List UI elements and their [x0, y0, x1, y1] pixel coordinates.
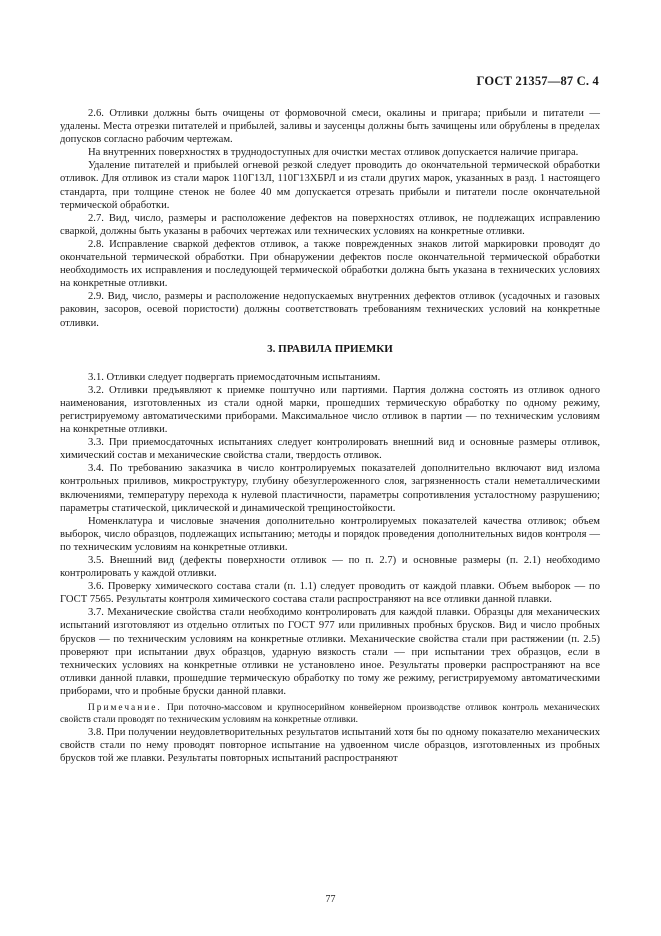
note-paragraph	[60, 702, 600, 726]
paragraph-2-8: 2.8. Исправление сваркой дефектов отливок, а также поврежденных знаков литой маркировки проводят до окончательной термической обработки. При обнаружении дефектов после окончательной термической обработки необходимость их исправления и последующей термической обработки должна быть указана в технических условиях на конкретные отливки.	[60, 238, 600, 290]
paragraph-3-3: 3.3. При приемосдаточных испытаниях следует контролировать внешний вид и основные размеры отливок, химический состав и механические свойства стали, твердость отливок.	[60, 437, 600, 462]
paragraph-2-9: 2.9. Вид, число, размеры и расположение недопускаемых внутренних дефектов отливок (усадочных и газовых раковин, засоров, осевой пористости) должны соответствовать требованиям технических условий на конкретные отливки.	[60, 291, 600, 329]
note-text: При поточно-массовом и крупносерийном конвейерном производстве отливок контроль механических свойств стали проводят по техническим условиям на конкретные отливки.	[60, 703, 600, 726]
note-label: Примечание.	[88, 703, 162, 714]
paragraph-3-7: 3.7. Механические свойства стали необходимо контролировать для каждой плавки. Образцы для механических испытаний изготовляют из отдельно отлитых по ГОСТ 977 или приливных пробных брусков. Вид и число пробных брусков — по техническим условиям на конкретные отливки. Механические свойства стали при растяжении (п. 2.5) проверяют при испытании двух образцов, ударную вязкость стали — при испытании трех образцов, если в технических условиях на конкретные отливки не установлено иное. Результаты проверки распространяют на все отливки данной плавки, прошедшие термическую обработку по тому же режиму, регистрируемому автоматическими приборами, что и пробные бруски данной плавки.	[60, 607, 600, 697]
section-title: 3. ПРАВИЛА ПРИЕМКИ	[267, 342, 393, 355]
paragraph-2-6-burn: На внутренних поверхностях в труднодоступных для очистки местах отливок допускается наличие пригара.	[88, 147, 579, 159]
paragraph-2-7: 2.7. Вид, число, размеры и расположение дефектов на поверхностях отливок, не подлежащих исправлению сваркой, должны быть указаны в рабочих чертежах или технических условиях на конкретные отливки.	[60, 212, 600, 237]
paragraph-3-4-nomenclature: Номенклатура и числовые значения дополнительно контролируемых показателей качества отливок; объем выборок, число образцов, подлежащих испытанию; методы и порядок проведения дополнительных видов контроля — по техническим условиям на конкретные отливки.	[60, 515, 600, 553]
page-header: ГОСТ 21357—87 С. 4	[476, 74, 599, 88]
paragraph-3-1: 3.1. Отливки следует подвергать приемосдаточным испытаниям.	[88, 371, 381, 383]
paragraph-2-6: 2.6. Отливки должны быть очищены от формовочной смеси, окалины и пригара; прибыли и питатели — удалены. Места отрезки питателей и прибылей, заливы и заусенцы должны быть зачищены или обрублены в пределах допусков согласно рабочим чертежам.	[60, 108, 600, 146]
paragraph-2-6-cutting: Удаление питателей и прибылей огневой резкой следует проводить до окончательной термической обработки отливок. Для отливок из стали марок 110Г13Л, 110Г13ХБРЛ и из стали других марок, указанных в разд. 1 настоящего стандарта, при толщине стенок не более 40 мм допускается отрезать прибыли и питатели после окончательной термической обработки.	[60, 160, 600, 211]
paragraph-3-2: 3.2. Отливки предъявляют к приемке поштучно или партиями. Партия должна состоять из отливок одного наименования, изготовленных из стали одной марки, прошедших термическую обработку по одному режиму, регистрируемому автоматическими приборами. Максимальное число отливок в партии — по техническим условиям на конкретные отливки.	[60, 384, 600, 436]
paragraph-3-8: 3.8. При получении неудовлетворительных результатов испытаний хотя бы по одному показателю механических свойств стали по нему проводят повторное испытание на удвоенном числе образцов, изготовленных из пробных брусков той же плавки. Результаты повторных испытаний распространяют	[60, 727, 600, 765]
page-number: 77	[325, 894, 336, 905]
page-body	[60, 107, 600, 765]
paragraph-3-5: 3.5. Внешний вид (дефекты поверхности отливок — по п. 2.7) и основные размеры (п. 2.1) необходимо контролировать у каждой отливки.	[60, 555, 600, 580]
paragraph-3-6: 3.6. Проверку химического состава стали (п. 1.1) следует проводить от каждой плавки. Объем выборок — по ГОСТ 7565. Результаты контроля химического состава стали распространяют на все отливки данной плавки.	[60, 581, 600, 606]
paragraph-3-4: 3.4. По требованию заказчика в число контролируемых показателей дополнительно включают вид излома контрольных приливов, микроструктуру, глубину обезуглероженного слоя, загрязненность стали неметаллическими включениями, температуру перехода к нулевой пластичности, параметры сопротивления усталостному разрушению; параметры статической, циклической и динамической трещиностойкости.	[60, 463, 600, 514]
